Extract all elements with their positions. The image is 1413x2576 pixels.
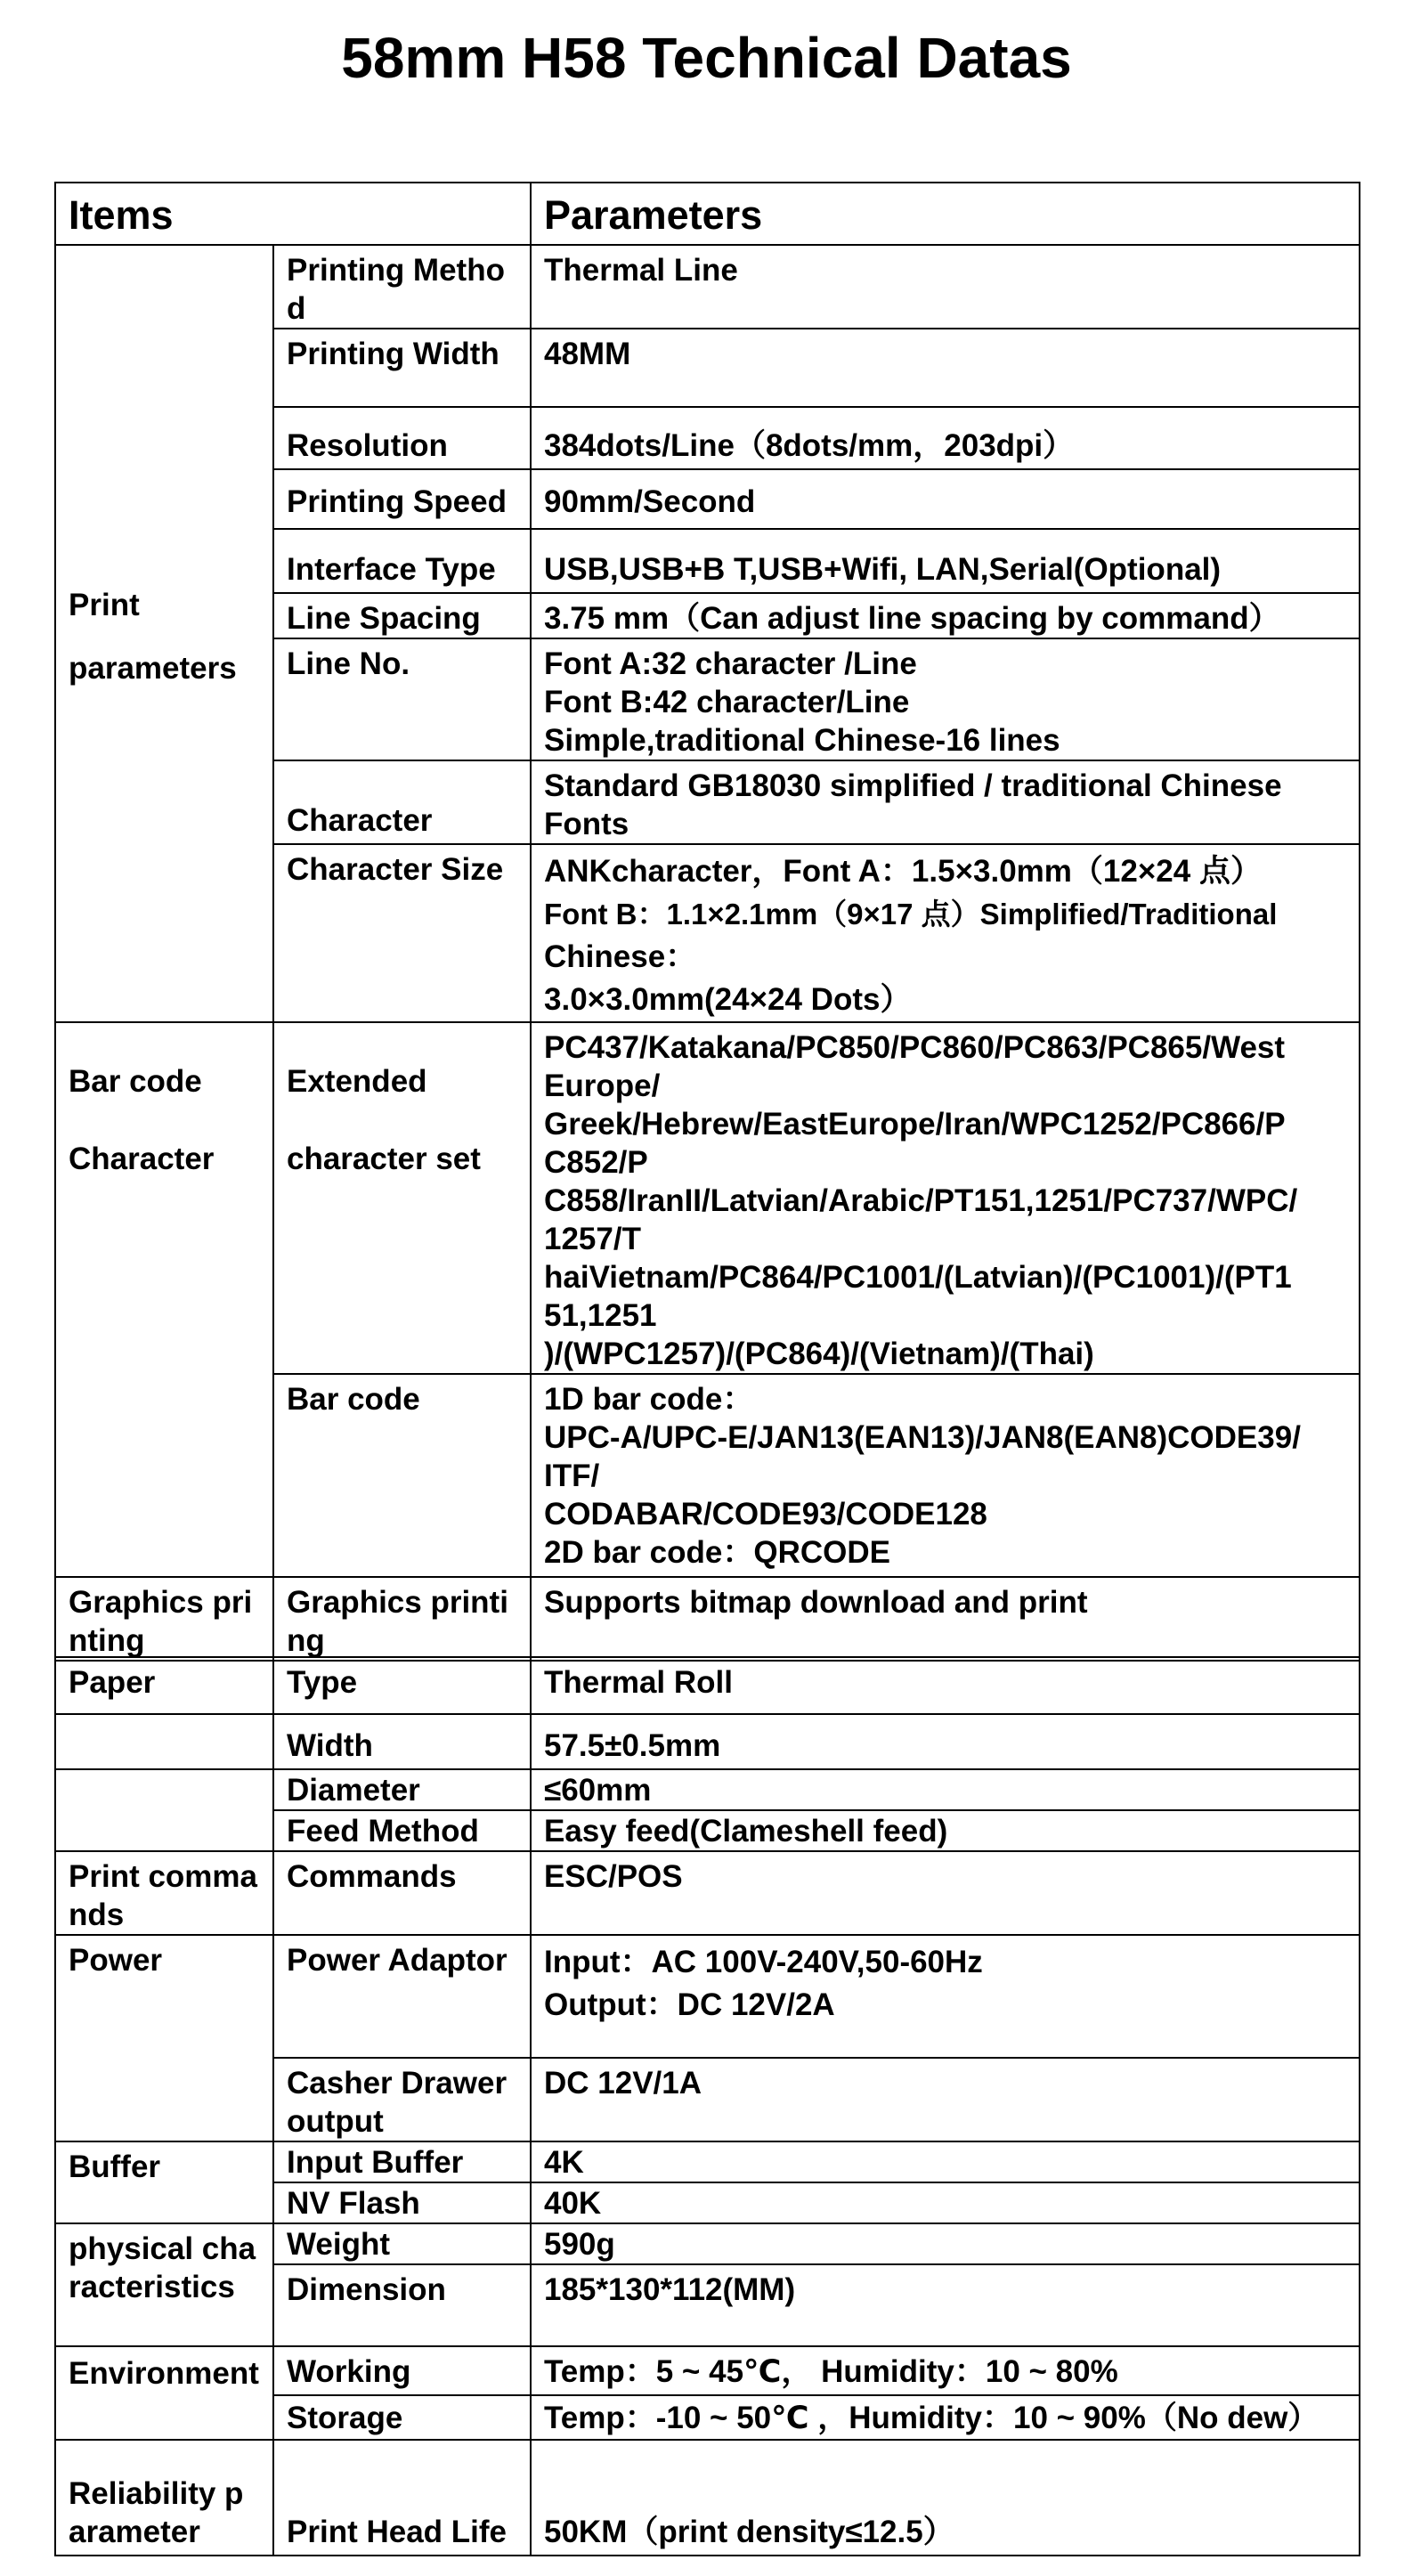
table-row [55, 1022, 1360, 1374]
spec-value: Thermal Roll [531, 1657, 1360, 1714]
table-row [55, 1851, 1360, 1935]
table-row [55, 1714, 1360, 1769]
value-line: Fonts [544, 807, 629, 841]
spec-value: 48MM [531, 329, 1360, 407]
spec-value [531, 1935, 1360, 2058]
value-line: Font A:32 character /Line [544, 646, 917, 681]
spec-value: 50KM（print density≤12.5） [531, 2440, 1360, 2556]
table-row [55, 245, 1360, 329]
spec-name: Interface Type [273, 529, 531, 593]
spec-value: 40K [531, 2182, 1360, 2223]
spec-name: Print Head Life [273, 2440, 531, 2556]
spec-name: Feed Method [273, 1810, 531, 1851]
group-label: parameters [69, 650, 237, 686]
spec-table-secondary [54, 1656, 1360, 2556]
spec-value: Supports bitmap download and print [531, 1577, 1360, 1661]
spec-name-extended [273, 1022, 531, 1374]
group-label: Character [69, 1142, 215, 1176]
header-parameters: Parameters [531, 183, 1360, 245]
value-line: Font B：1.1×2.1mm（9×17 点）Simplified/Traditional [544, 898, 1278, 930]
group-print-parameters [55, 245, 273, 1022]
spec-name: Bar code [273, 1374, 531, 1577]
value-line: 51,1251 [544, 1298, 657, 1333]
spec-value: 57.5±0.5mm [531, 1714, 1360, 1769]
spec-value: 590g [531, 2223, 1360, 2264]
spec-value: ≤60mm [531, 1769, 1360, 1810]
value-line: C852/P [544, 1145, 648, 1180]
spec-value: 3.75 mm（Can adjust line spacing by command） [531, 593, 1360, 638]
group-print-commands: Print commands [55, 1851, 273, 1935]
spec-name: Power Adaptor [273, 1935, 531, 2058]
spec-name: Input Buffer [273, 2141, 531, 2182]
table-row [55, 1657, 1360, 1714]
table-row [55, 2440, 1360, 2556]
spec-value: DC 12V/1A [531, 2058, 1360, 2141]
group-graphics-printing: Graphics printing [55, 1577, 273, 1661]
page-title: 58mm H58 Technical Datas [341, 26, 1072, 90]
spec-value: 185*130*112(MM) [531, 2264, 1360, 2346]
spec-name: Width [273, 1714, 531, 1769]
value-line: 1257/T [544, 1222, 641, 1256]
spec-name: Line Spacing [273, 593, 531, 638]
table-row [55, 2223, 1360, 2264]
group-buffer: Buffer [55, 2141, 273, 2223]
spec-value: 384dots/Line（8dots/mm，203dpi） [531, 407, 1360, 469]
spec-name: Printing Width [273, 329, 531, 407]
spec-name: Printing Method [273, 245, 531, 329]
value-line: ITF/ [544, 1459, 600, 1493]
spec-value: Thermal Line [531, 245, 1360, 329]
spec-name: Type [273, 1657, 531, 1714]
spec-name: Commands [273, 1851, 531, 1935]
spec-name: Dimension [273, 2264, 531, 2346]
spec-name: Weight [273, 2223, 531, 2264]
value-line: ANKcharacter，Font A：1.5×3.0mm（12×24 点） [544, 854, 1262, 889]
spec-name: NV Flash [273, 2182, 531, 2223]
spec-value [531, 1022, 1360, 1374]
spec-table-main [54, 182, 1360, 1662]
group-environment: Environment [55, 2346, 273, 2440]
spec-name: Working [273, 2346, 531, 2395]
table-row [55, 1769, 1360, 1810]
group-paper: Paper [55, 1657, 273, 1714]
spec-name: Diameter [273, 1769, 531, 1810]
spec-value [531, 844, 1360, 1022]
value-line: 2D bar code：QRCODE [544, 1535, 890, 1570]
spec-name: character set [287, 1142, 481, 1176]
group-label: Print [69, 587, 140, 622]
value-line: Output：DC 12V/2A [544, 1987, 835, 2022]
table-row [55, 1577, 1360, 1661]
spec-value [531, 760, 1360, 844]
group-physical-characteristics: physical characteristics [55, 2223, 273, 2346]
value-line: )/(WPC1257)/(PC864)/(Vietnam)/(Thai) [544, 1337, 1094, 1371]
value-line: Simple,traditional Chinese-16 lines [544, 723, 1060, 758]
value-line: Chinese： [544, 939, 697, 974]
table-row [55, 2141, 1360, 2182]
table-row [55, 1935, 1360, 2058]
value-line: Font B:42 character/Line [544, 685, 910, 719]
table-row [55, 2346, 1360, 2395]
spec-name: Character [273, 760, 531, 844]
spec-value: 90mm/Second [531, 469, 1360, 529]
spec-name: Resolution [273, 407, 531, 469]
value-line: UPC-A/UPC-E/JAN13(EAN13)/JAN8(EAN8)CODE39/ [544, 1420, 1301, 1455]
spec-value: Temp：-10 ~ 50℃ ，Humidity：10 ~ 90%（No dew） [531, 2395, 1360, 2440]
value-line: CODABAR/CODE93/CODE128 [544, 1497, 987, 1532]
spec-name: Storage [273, 2395, 531, 2440]
spec-name: Printing Speed [273, 469, 531, 529]
value-line: Europe/ [544, 1069, 661, 1103]
group-power: Power [55, 1935, 273, 2141]
value-line: 3.0×3.0mm(24×24 Dots） [544, 982, 912, 1017]
group-reliability-parameter: Reliability parameter [55, 2440, 273, 2556]
spec-value: Temp：5 ~ 45℃， Humidity：10 ~ 80% [531, 2346, 1360, 2395]
spec-name: Extended [287, 1064, 427, 1099]
value-line: PC437/Katakana/PC850/PC860/PC863/PC865/West [544, 1030, 1286, 1065]
group-bar-code-character [55, 1022, 273, 1577]
spec-name: Line No. [273, 638, 531, 760]
value-line: Input：AC 100V-240V,50-60Hz [544, 1945, 983, 1979]
group-label: Bar code [69, 1064, 202, 1099]
value-line: 1D bar code： [544, 1382, 754, 1417]
value-line: C858/IranII/Latvian/Arabic/PT151,1251/PC737/WPC/ [544, 1183, 1298, 1218]
spec-value: USB,USB+B T,USB+Wifi, LAN,Serial(Optional) [531, 529, 1360, 593]
spec-value [531, 1374, 1360, 1577]
value-line: Standard GB18030 simplified / traditional Chinese [544, 768, 1282, 803]
spec-value: ESC/POS [531, 1851, 1360, 1935]
value-line: haiVietnam/PC864/PC1001/(Latvian)/(PC1001)/(PT1 [544, 1260, 1292, 1295]
value-line: Greek/Hebrew/EastEurope/Iran/WPC1252/PC866/P [544, 1107, 1286, 1142]
spec-value [531, 638, 1360, 760]
spec-value: 4K [531, 2141, 1360, 2182]
spec-name: Graphics printing [273, 1577, 531, 1661]
header-items: Items [55, 183, 531, 245]
table-header-row [55, 183, 1360, 245]
spec-name: Character Size [273, 844, 531, 1022]
spec-name: Casher Drawer output [273, 2058, 531, 2141]
spec-value: Easy feed(Clameshell feed) [531, 1810, 1360, 1851]
